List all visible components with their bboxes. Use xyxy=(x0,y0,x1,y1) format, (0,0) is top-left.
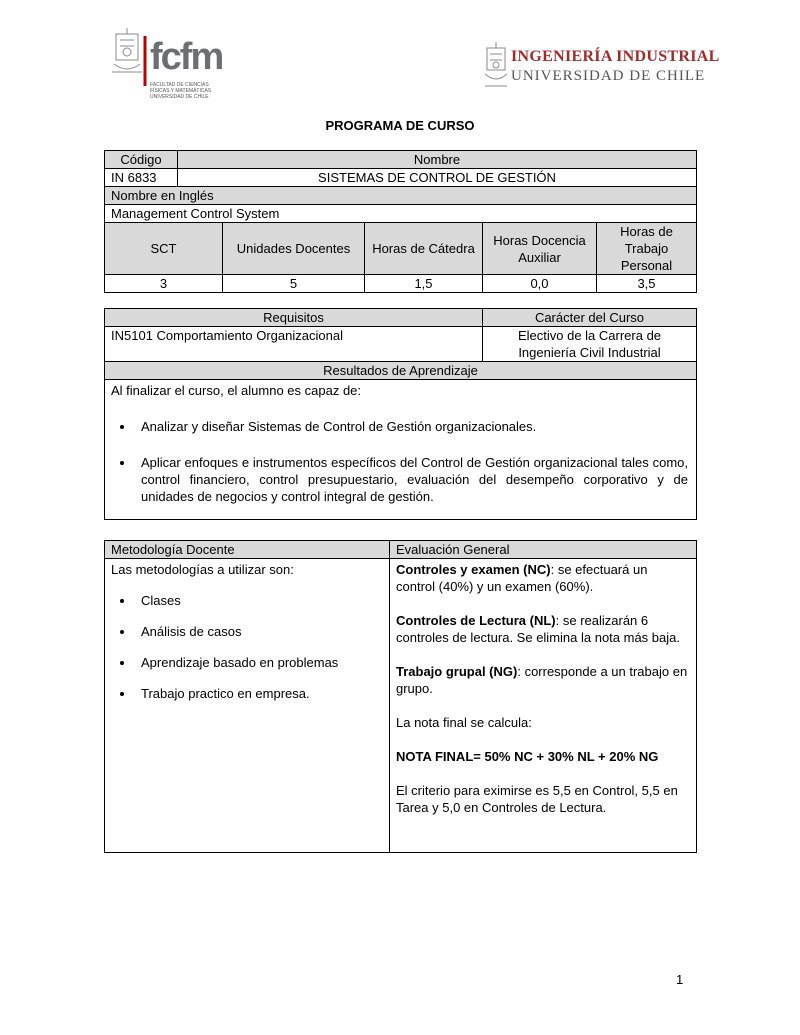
requisitos-value: IN5101 Comportamiento Organizacional xyxy=(105,327,483,362)
eval-lectura: Controles de Lectura (NL): se realizarán 6 controles de lectura. Se elimina la nota más baja. xyxy=(396,613,680,645)
horas-catedra-value: 1,5 xyxy=(365,275,483,293)
metodologia-cell xyxy=(105,559,390,853)
criterio-eximicion: El criterio para eximirse es 5,5 en Control, 5,5 en Tarea y 5,0 en Controles de Lectura. xyxy=(396,783,678,815)
sct-header: SCT xyxy=(105,223,223,275)
english-name: Management Control System xyxy=(105,205,697,223)
eval-grupal: Trabajo grupal (NG): corresponde a un trabajo en grupo. xyxy=(396,664,688,696)
list-item: • Análisis de casos xyxy=(135,623,383,640)
metodologia-list xyxy=(111,592,383,702)
page-title: PROGRAMA DE CURSO xyxy=(325,118,475,133)
list-item: • Trabajo practico en empresa. xyxy=(135,685,383,702)
horas-auxiliar-header: Horas Docencia Auxiliar xyxy=(483,223,597,275)
course-code: IN 6833 xyxy=(105,169,178,187)
list-item: • Aprendizaje basado en problemas xyxy=(135,654,383,671)
caracter-header: Carácter del Curso xyxy=(483,309,697,327)
list-item: • Analizar y diseñar Sistemas de Control de Gestión organizacionales. xyxy=(135,418,688,435)
metodologia-intro: Las metodologías a utilizar son: xyxy=(111,562,294,577)
page-number: 1 xyxy=(676,972,684,987)
evaluacion-cell xyxy=(390,559,697,853)
nota-intro: La nota final se calcula: xyxy=(396,715,532,730)
list-item: • Aplicar enfoques e instrumentos específicos del Control de Gestión organizacional tales como, control financiero, control presupuestario, evaluación del desempeño corporativo y de unidades de negocios y control integral de gestión. xyxy=(135,454,688,505)
fcfm-tagline-2: FÍSICAS Y MATEMÁTICAS xyxy=(150,88,212,94)
fcfm-logo xyxy=(112,28,237,106)
resultados-cell xyxy=(105,380,697,520)
horas-personal-value: 3,5 xyxy=(597,275,697,293)
name-header: Nombre xyxy=(178,151,697,169)
fcfm-tagline-3: UNIVERSIDAD DE CHILE xyxy=(150,94,209,100)
logo-ingenieria-industrial: INGENIERÍA INDUSTRIAL xyxy=(511,48,720,65)
ingenieria-industrial-logo xyxy=(485,42,720,92)
resultados-list xyxy=(111,418,688,505)
fcfm-tagline-1: FACULTAD DE CIENCIAS xyxy=(150,82,209,88)
horas-auxiliar-value: 0,0 xyxy=(483,275,597,293)
eval-controles: Controles y examen (NC): se efectuará un control (40%) y un examen (60%). xyxy=(396,562,648,594)
caracter-value: Electivo de la Carrera de Ingeniería Civil Industrial xyxy=(483,327,697,362)
unidades-docentes-value: 5 xyxy=(223,275,365,293)
sct-value: 3 xyxy=(105,275,223,293)
unidades-docentes-header: Unidades Docentes xyxy=(223,223,365,275)
resultados-intro: Al finalizar el curso, el alumno es capaz de: xyxy=(111,383,362,398)
fcfm-brand: fcfm xyxy=(150,36,223,78)
english-name-header: Nombre en Inglés xyxy=(105,187,697,205)
evaluacion-header: Evaluación General xyxy=(390,541,697,559)
metodologia-header: Metodología Docente xyxy=(105,541,390,559)
requisitos-header: Requisitos xyxy=(105,309,483,327)
horas-catedra-header: Horas de Cátedra xyxy=(365,223,483,275)
list-item: • Clases xyxy=(135,592,383,609)
university-seal-icon xyxy=(485,42,507,90)
nota-formula: NOTA FINAL= 50% NC + 30% NL + 20% NG xyxy=(396,749,659,764)
logo-universidad-de-chile: UNIVERSIDAD DE CHILE xyxy=(511,68,706,84)
course-name: SISTEMAS DE CONTROL DE GESTIÓN xyxy=(178,169,697,187)
course-info-table xyxy=(104,150,697,520)
horas-personal-header: Horas de Trabajo Personal xyxy=(597,223,697,275)
methodology-table xyxy=(104,540,697,853)
code-header: Código xyxy=(105,151,178,169)
resultados-header: Resultados de Aprendizaje xyxy=(105,362,697,380)
